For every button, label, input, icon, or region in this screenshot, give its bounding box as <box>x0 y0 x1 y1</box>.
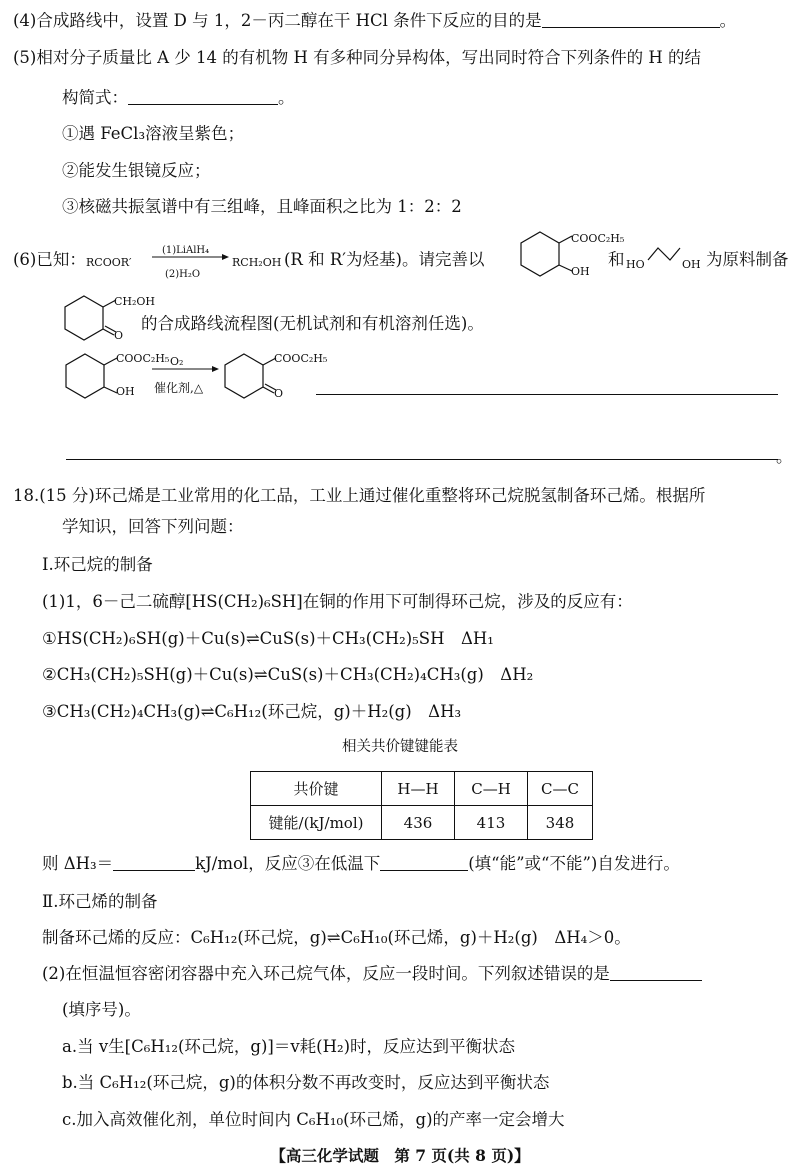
p2-answer-blank[interactable] <box>610 962 702 981</box>
q18-p1-answer-line <box>42 852 680 876</box>
route-reagent-bottom: 催化剂,△ <box>154 381 204 395</box>
start-oh-label: OH <box>571 265 590 278</box>
q18-intro-line2: 学知识，回答下列问题： <box>62 517 244 536</box>
q17-p6-text2: 和 <box>608 250 625 269</box>
q18-opt-b: b.当 C₆H₁₂(环己烷，g)的体积分数不再改变时，反应达到平衡状态 <box>62 1073 550 1092</box>
target-ch2oh-label: CH₂OH <box>114 295 156 308</box>
route-end: 。 <box>776 447 793 466</box>
ethylene-glycol-structure <box>646 242 684 266</box>
q17-cond1: ①遇 FeCl₃溶液呈紫色； <box>62 124 245 143</box>
q18-opt-c: c.加入高效催化剂，单位时间内 C₆H₁₀(环己烯，g)的产率一定会增大 <box>62 1110 565 1129</box>
p6-reagent-bottom: (2)H₂O <box>165 269 201 280</box>
q17-p4-text: (4)合成路线中，设置 D 与 1，2－丙二醇在干 HCl 条件下反应的目的是 <box>13 11 542 30</box>
q18-rxn3: ③CH₃(CH₂)₄CH₃(g)⇌C₆H₁₂(环己烷，g)＋H₂(g) ΔH₃ <box>42 702 462 721</box>
table-header-cell: C—C <box>528 772 593 806</box>
q17-p6-text1: (R 和 R′为烃基)。请完善以 <box>284 250 485 269</box>
glycol-oh-label: OH <box>682 258 701 271</box>
target-o-label: O <box>114 329 124 342</box>
p1-answer-suffix: (填“能”或“不能”)自发进行。 <box>468 854 680 873</box>
route-start-ester-label: COOC₂H₅ <box>116 352 170 365</box>
p1-answer-prefix: 则 ΔH₃＝ <box>42 854 114 873</box>
q18-intro-line1: 18.(15 分)环己烯是工业常用的化工品，工业上通过催化重整将环己烷脱氢制备环己烯。根据所 <box>13 486 706 505</box>
spontaneity-blank[interactable] <box>380 852 468 871</box>
bond-table-title: 相关共价键键能表 <box>342 739 458 755</box>
q17-p6-text3: 为原料制备 <box>706 250 789 269</box>
q17-p4-end: 。 <box>719 11 737 30</box>
table-header-row <box>251 772 593 806</box>
start-ester-label: COOC₂H₅ <box>571 232 625 245</box>
start-ester-structure <box>518 228 578 278</box>
table-header-cell: C—H <box>455 772 528 806</box>
table-cell: 键能/(kJ/mol) <box>251 806 382 840</box>
delta-h3-blank[interactable] <box>113 852 195 871</box>
table-cell: 413 <box>455 806 528 840</box>
q18-opt-a: a.当 v生[C₆H₁₂(环己烷，g)]＝v耗(H₂)时，反应达到平衡状态 <box>62 1037 516 1056</box>
q17-p6-prefix: (6)已知： <box>13 250 86 269</box>
p6-reaction-arrow <box>150 252 230 262</box>
route-start-structure <box>63 350 123 400</box>
q17-cond2: ②能发生银镜反应； <box>62 161 211 180</box>
p1-answer-middle: kJ/mol，反应③在低温下 <box>195 854 381 873</box>
q18-rxn1: ①HS(CH₂)₆SH(g)＋Cu(s)⇌CuS(s)＋CH₃(CH₂)₅SH ΔH₁ <box>42 629 494 648</box>
q18-part2-reaction: 制备环己烯的反应：C₆H₁₂(环己烷，g)⇌C₆H₁₀(环己烯，g)＋H₂(g) ΔH₄＞0。 <box>42 928 631 947</box>
q17-p5-blank[interactable] <box>128 86 278 105</box>
p6-product: RCH₂OH <box>232 256 282 269</box>
glycol-ho-label: HO <box>626 258 645 271</box>
route-product-structure <box>222 350 282 400</box>
q17-p4-blank[interactable] <box>542 9 720 28</box>
q17-p5-line1: (5)相对分子质量比 A 少 14 的有机物 H 有多种同分异构体，写出同时符合下列条件的 H 的结 <box>13 48 702 67</box>
bond-energy-table <box>250 771 593 840</box>
q18-part2-title: Ⅱ.环己烯的制备 <box>42 892 158 911</box>
page-footer: 【高三化学试题 第 7 页(共 8 页)】 <box>270 1146 530 1165</box>
route-product-ester-label: COOC₂H₅ <box>274 352 328 365</box>
q17-cond3: ③核磁共振氢谱中有三组峰，且峰面积之比为 1：2：2 <box>62 197 462 216</box>
table-header-cell: H—H <box>382 772 455 806</box>
route-product-o-label: O <box>274 387 284 400</box>
table-cell: 348 <box>528 806 593 840</box>
table-cell: 436 <box>382 806 455 840</box>
p2-text: (2)在恒温恒容密闭容器中充入环己烷气体，反应一段时间。下列叙述错误的是 <box>42 964 610 983</box>
q17-p6-text4: 的合成路线流程图(无机试剂和有机溶剂任选)。 <box>141 314 484 333</box>
route-reagent-top: O₂ <box>170 355 184 368</box>
q18-p1-text: (1)1，6－己二硫醇[HS(CH₂)₆SH]在铜的作用下可制得环己烷，涉及的反应有： <box>42 592 633 611</box>
q17-p5-line2 <box>62 86 295 110</box>
p6-reactant-left: RCOOR′ <box>86 256 132 269</box>
q17-p5-prefix: 构简式： <box>62 88 128 107</box>
route-answer-line-2[interactable] <box>66 441 778 460</box>
route-arrow <box>150 364 220 374</box>
p6-reagent-top: (1)LiAlH₄ <box>162 245 210 256</box>
q17-p4-line <box>13 9 736 33</box>
target-structure <box>62 292 122 342</box>
q18-p2-line2: (填序号)。 <box>62 1000 141 1019</box>
q18-part1-title: Ⅰ.环己烷的制备 <box>42 555 153 574</box>
route-start-oh-label: OH <box>116 385 135 398</box>
q18-p2-line1 <box>42 962 702 986</box>
route-answer-line-1[interactable] <box>316 376 778 395</box>
q18-rxn2: ②CH₃(CH₂)₅SH(g)＋Cu(s)⇌CuS(s)＋CH₃(CH₂)₄CH₃(g) ΔH₂ <box>42 665 534 684</box>
table-row <box>251 806 593 840</box>
table-header-cell: 共价键 <box>251 772 382 806</box>
q17-p5-end: 。 <box>278 88 295 107</box>
